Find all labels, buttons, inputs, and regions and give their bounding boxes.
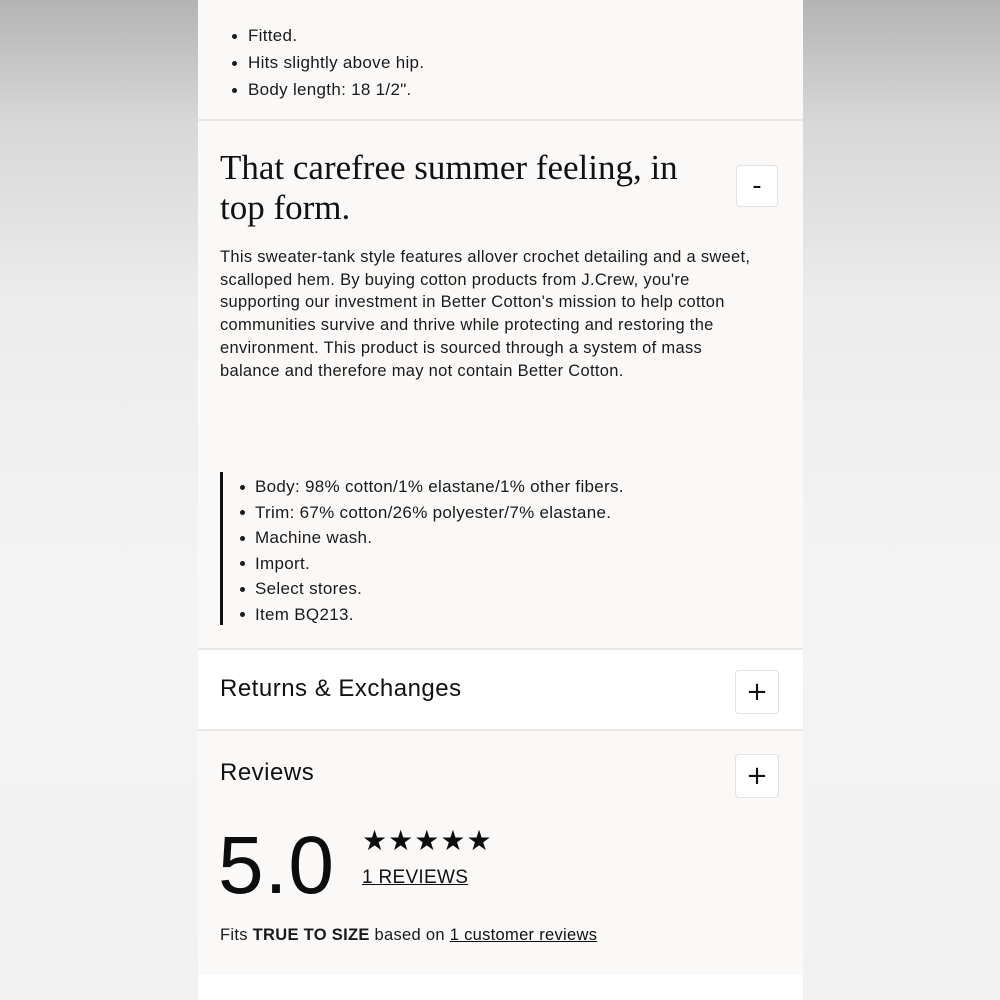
spec-item: Item BQ213. xyxy=(223,602,624,628)
returns-title[interactable]: Returns & Exchanges xyxy=(220,675,462,702)
star-icon: ★ xyxy=(440,824,466,857)
description-body: This sweater-tank style features allover crochet detailing and a sweet, scalloped hem. By buying cotton products from J.Crew, you're supporting our investment in Better Cotton's mission to help cotton communities survive and thrive while protecting and restoring the environment. This product is sourced through a system of mass balance and therefore may not contain Better Cotton. xyxy=(220,248,751,380)
fit-value: TRUE TO SIZE xyxy=(252,926,370,944)
spec-item: Import. xyxy=(223,551,624,577)
spec-item: Select stores. xyxy=(223,576,624,602)
specs-block xyxy=(220,472,624,625)
fit-detail-item: Body length: 18 1/2". xyxy=(220,76,424,103)
expand-reviews-button[interactable] xyxy=(735,754,779,798)
spec-item: Machine wash. xyxy=(223,525,624,551)
star-icon: ★ xyxy=(362,824,388,857)
page-bottom xyxy=(198,975,803,1000)
fit-detail-item: Hits slightly above hip. xyxy=(220,49,424,76)
spec-item: Body: 98% cotton/1% elastane/1% other fibers. xyxy=(223,474,624,500)
expand-returns-button[interactable] xyxy=(735,670,779,714)
star-icon: ★ xyxy=(414,824,440,857)
description-title: That carefree summer feeling, in top form. xyxy=(220,148,678,227)
fit-summary xyxy=(220,926,597,945)
fit-middle: based on xyxy=(374,926,445,944)
fit-details-panel xyxy=(198,0,803,119)
reviews-title[interactable]: Reviews xyxy=(220,759,315,786)
fit-detail-item: Fitted. xyxy=(220,22,424,49)
product-details-page xyxy=(198,0,803,1000)
minus-icon: - xyxy=(752,171,762,201)
fit-prefix: Fits xyxy=(220,926,248,944)
plus-icon: + xyxy=(746,677,768,707)
spec-item: Trim: 67% cotton/26% polyester/7% elastane. xyxy=(223,500,624,526)
specs-list xyxy=(223,472,624,627)
plus-icon: + xyxy=(746,761,768,791)
star-icon: ★ xyxy=(466,824,492,857)
fit-details-list xyxy=(220,22,424,103)
star-icon: ★ xyxy=(388,824,414,857)
customer-reviews-link[interactable]: 1 customer reviews xyxy=(449,926,598,944)
star-rating xyxy=(362,826,492,856)
reviews-count-link[interactable]: 1 REVIEWS xyxy=(362,867,469,888)
collapse-description-button[interactable] xyxy=(736,165,778,207)
average-rating: 5.0 xyxy=(218,820,335,911)
